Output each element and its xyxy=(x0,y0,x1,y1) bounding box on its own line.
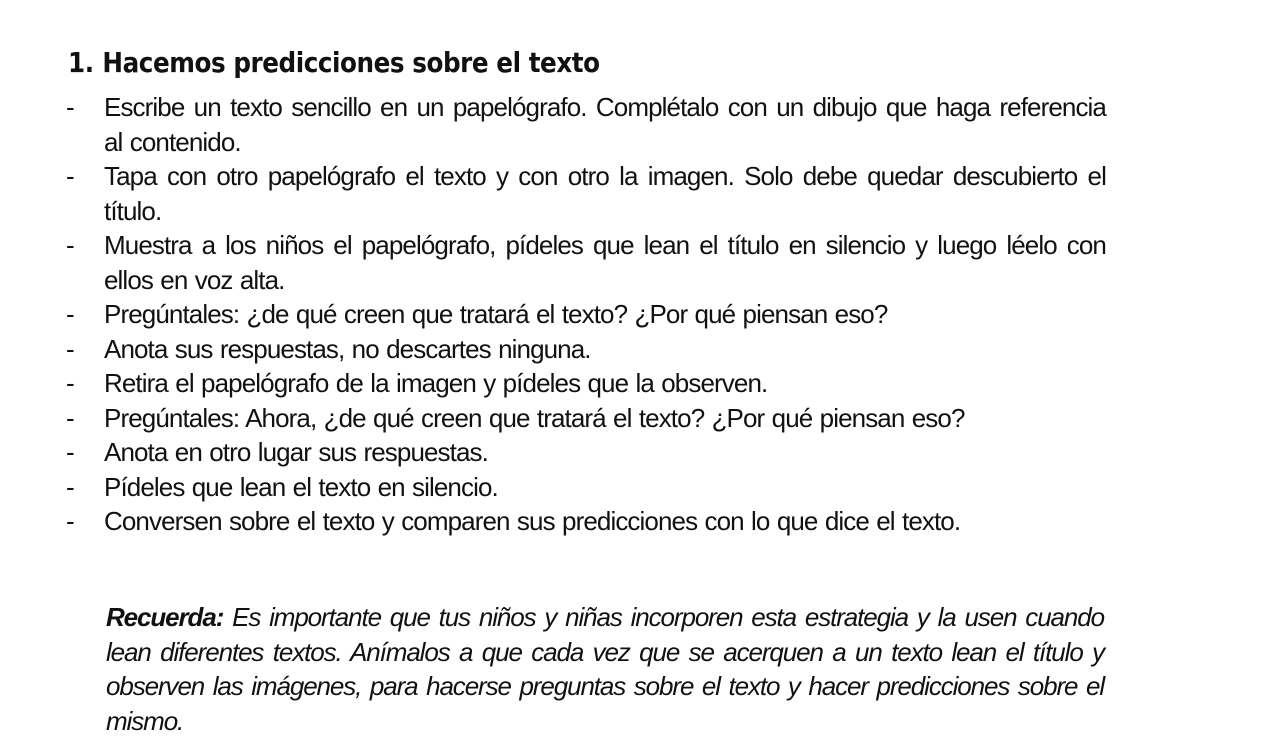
list-item xyxy=(66,401,1106,436)
step-text: Pregúntales: ¿de qué creen que tratará el texto? ¿Por qué piensan eso? xyxy=(104,299,888,329)
steps-list xyxy=(66,90,1106,539)
list-item xyxy=(66,159,1106,228)
bullet-dash: - xyxy=(66,506,75,536)
step-text: Escribe un texto sencillo en un papelógrafo. Complétalo con un dibujo que haga referencia al contenido. xyxy=(104,92,1106,157)
step-text: Anota en otro lugar sus respuestas. xyxy=(104,437,488,467)
bullet-dash: - xyxy=(66,437,75,467)
step-text: Conversen sobre el texto y comparen sus predicciones con lo que dice el texto. xyxy=(104,506,961,536)
reminder-text: Es importante que tus niños y niñas incorporen esta estrategia y la usen cuando lean diferentes textos. Anímalos a que cada vez que se acerquen a un texto lean el título y observen las imágenes, para hacerse preguntas sobre el texto y hacer predicciones sobre el mismo. xyxy=(106,602,1104,736)
bullet-dash: - xyxy=(66,299,75,329)
list-item xyxy=(66,228,1106,297)
bullet-dash: - xyxy=(66,333,75,364)
list-item xyxy=(66,470,1106,505)
list-item xyxy=(66,297,1106,332)
reminder-label: Recuerda: xyxy=(106,602,224,632)
section-heading xyxy=(68,46,600,79)
list-item xyxy=(66,504,1106,539)
bullet-dash: - xyxy=(66,92,75,122)
bullet-dash: - xyxy=(66,471,75,502)
step-text: Anota sus respuestas, no descartes ninguna. xyxy=(104,333,591,364)
step-text: Muestra a los niños el papelógrafo, pídeles que lean el título en silencio y luego léelo con ellos en voz alta. xyxy=(104,230,1106,295)
bullet-dash: - xyxy=(66,368,75,398)
bullet-dash: - xyxy=(66,161,75,191)
list-item xyxy=(66,366,1106,401)
reminder-note xyxy=(106,600,1104,738)
section-title: Hacemos predicciones sobre el texto xyxy=(102,46,600,79)
section-number: 1. xyxy=(68,46,94,79)
step-text: Pregúntales: Ahora, ¿de qué creen que tratará el texto? ¿Por qué piensan eso? xyxy=(104,402,965,433)
list-item xyxy=(66,332,1106,367)
step-text: Tapa con otro papelógrafo el texto y con otro la imagen. Solo debe quedar descubierto el título. xyxy=(104,161,1106,226)
list-item xyxy=(66,435,1106,470)
step-text: Retira el papelógrafo de la imagen y pídeles que la observen. xyxy=(104,368,768,398)
bullet-dash: - xyxy=(66,230,75,260)
list-item xyxy=(66,90,1106,159)
bullet-dash: - xyxy=(66,402,75,433)
step-text: Pídeles que lean el texto en silencio. xyxy=(104,471,498,502)
